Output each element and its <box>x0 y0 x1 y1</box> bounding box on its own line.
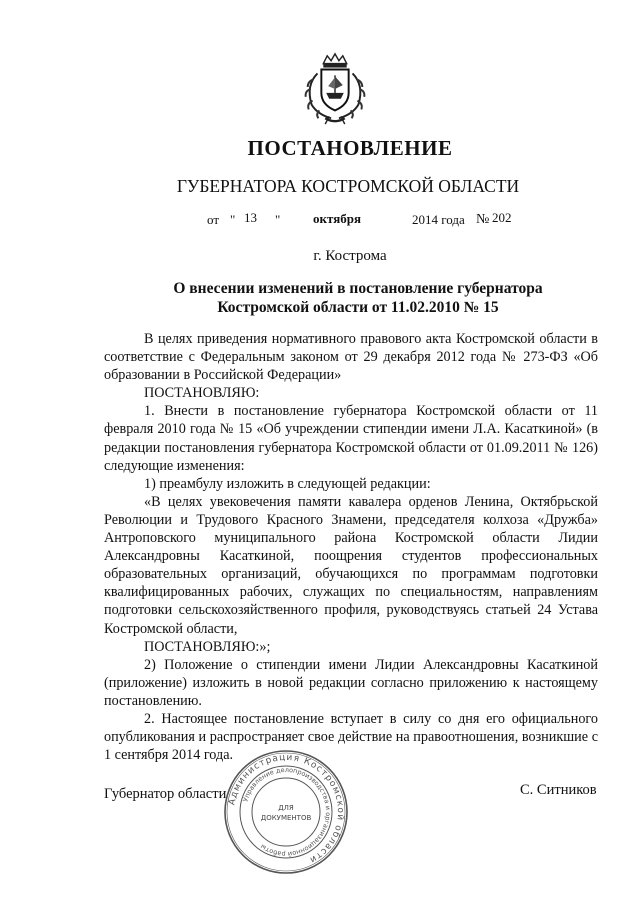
day-open-quote: " <box>230 212 236 227</box>
stamp-inner-text: Управление делопроизводства и организационной работы <box>241 765 333 859</box>
issuer-heading: ГУБЕРНАТОРА КОСТРОМСКОЙ ОБЛАСТИ <box>176 176 520 196</box>
title-line-1: О внесении изменений в постановление губернатора <box>173 280 543 297</box>
date-year: 2014 года <box>412 212 465 227</box>
title-line-2: Костромской области от 11.02.2010 № 15 <box>217 299 499 316</box>
document-body <box>104 330 598 764</box>
clause-2: 2. Настоящее постановление вступает в силу со дня его официального опубликования и распространяет свое действие на правоотношения, возникшие с 1 сентября 2014 года. <box>104 710 598 764</box>
signatory-position: Губернатор области <box>104 786 227 802</box>
new-preamble-text: «В целях увековечения памяти кавалера орденов Ленина, Октябрьской Революции и Трудового Красного Знамени, председателя колхоза «Дружба» Антроповского муниципального района Костромской области Лидии Александровны Касаткиной, поощрения студентов профессиональных образовательных организаций, обучающихся по программам подготовки квалифицированных рабочих, служащих по специальностям, направлениям подготовки сельскохозяйственного профиля, руководствуясь статьей 24 Устава Костромской области, <box>104 493 598 637</box>
clause-1: 1. Внести в постановление губернатора Костромской области от 11 февраля 2010 года № 15 «Об учреждении стипендии имени Л.А. Касаткиной» (в редакции постановления губернатора Костромской области от 01.09.2011 № 126) следующие изменения: <box>104 403 598 474</box>
stamp-outer-text: Администрация Костромской области <box>227 752 346 866</box>
document-title <box>0 279 640 317</box>
document-number: 202 <box>492 210 512 225</box>
date-prefix: от <box>207 212 220 227</box>
clause-1-1-intro: 1) преамбулу изложить в следующей редакции: <box>144 475 431 492</box>
svg-text:Управление делопроизводства и <box>241 766 332 858</box>
date-day: 13 <box>244 210 257 225</box>
number-sign: № <box>476 212 490 227</box>
stamp-center-line-2: ДОКУМЕНТОВ <box>260 814 312 822</box>
day-close-quote: " <box>275 212 281 227</box>
official-stamp <box>222 748 350 876</box>
document-type-heading: ПОСТАНОВЛЕНИЕ <box>247 136 453 160</box>
new-preamble-resolve: ПОСТАНОВЛЯЮ:»; <box>144 638 271 655</box>
signatory-name: С. Ситников <box>520 782 597 798</box>
stamp-center-line-1: ДЛЯ <box>278 804 294 812</box>
clause-1-2: 2) Положение о стипендии имени Лидии Александровны Касаткиной (приложение) изложить в новой редакции согласно приложению к настоящему постановлению. <box>104 656 598 709</box>
date-month: октября <box>313 211 362 226</box>
city-line: г. Кострома <box>313 248 387 264</box>
resolve-keyword: ПОСТАНОВЛЯЮ: <box>144 385 260 402</box>
preamble-paragraph: В целях приведения нормативного правового акта Костромской области в соответствие с Федеральным законом от 29 декабря 2012 года № 273-ФЗ «Об образовании в Российской Федерации» <box>104 331 598 384</box>
coat-of-arms-icon <box>296 50 374 128</box>
